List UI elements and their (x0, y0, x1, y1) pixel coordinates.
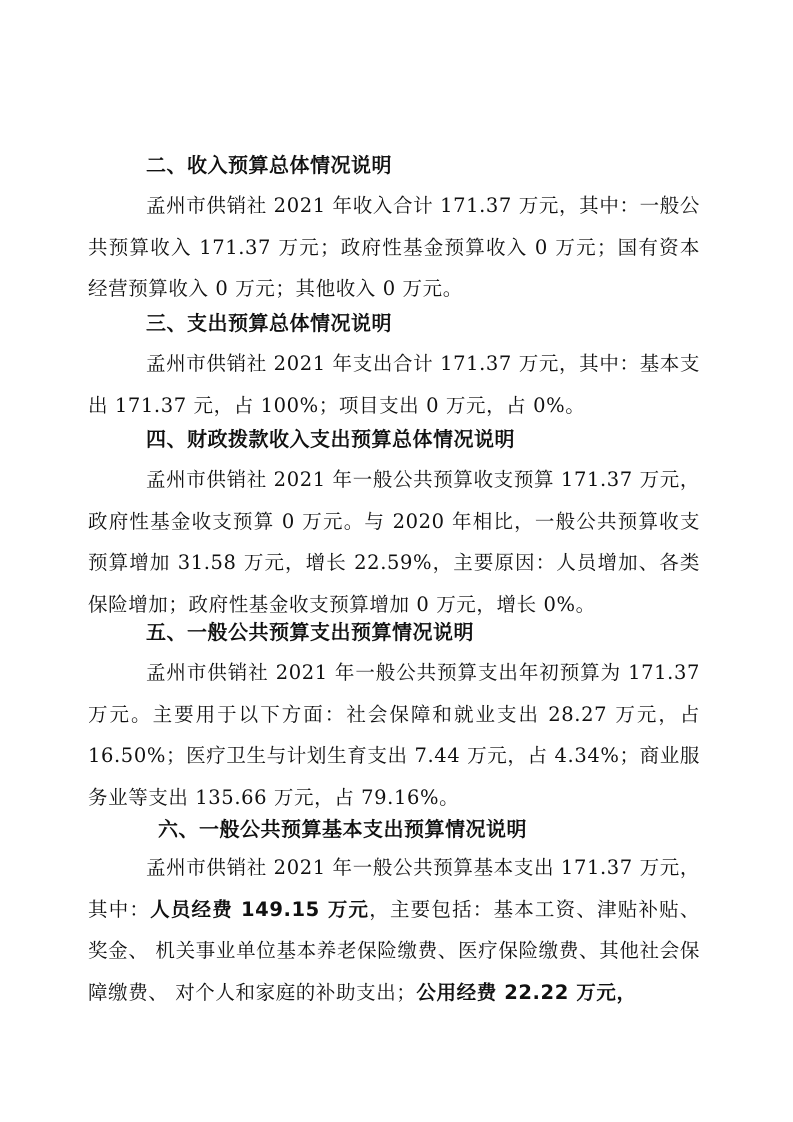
section-heading-expenditure: 三、支出预算总体情况说明 (146, 311, 392, 335)
basic-expenditure-intro: 孟州市供销社 2021 年一般公共预算基本支出 171.37 万元，其中： (88, 856, 700, 921)
section-body-expenditure: 孟州市供销社 2021 年支出合计 171.37 万元，其中：基本支出 171.37 元，占 100%；项目支出 0 万元，占 0%。 (88, 352, 700, 417)
public-expenses: 公用经费 22.22 万元， (416, 980, 637, 1004)
section-heading-basic-expenditure: 六、一般公共预算基本支出预算情况说明 (158, 817, 527, 841)
section-body-general-budget-expenditure: 孟州市供销社 2021 年一般公共预算支出年初预算为 171.37 万元。主要用于以下方面：社会保障和就业支出 28.27 万元，占 16.50%；医疗卫生与计划生育支出 7.44 万元，占 4.34%；商业服务业等支出 135.66 万元，占 79.16%。 (88, 661, 700, 809)
section-body-basic-expenditure (88, 847, 700, 1013)
section-heading-fiscal-allocation: 四、财政拨款收入支出预算总体情况说明 (146, 427, 515, 451)
section-body-income: 孟州市供销社 2021 年收入合计 171.37 万元，其中：一般公共预算收入 171.37 万元；政府性基金预算收入 0 万元；国有资本经营预算收入 0 万元；其他收入 0 万元。 (88, 194, 700, 300)
section-heading-income: 二、收入预算总体情况说明 (146, 153, 392, 177)
section-body-fiscal-allocation: 孟州市供销社 2021 年一般公共预算收支预算 171.37 万元，政府性基金收支预算 0 万元。与 2020 年相比，一般公共预算收支预算增加 31.58 万元，增长 22.59%，主要原因：人员增加、各类保险增加；政府性基金收支预算增加 0 万元，增长 0%。 (88, 468, 700, 616)
section-heading-general-budget-expenditure: 五、一般公共预算支出预算情况说明 (146, 620, 474, 644)
personnel-expenses-detail: ，主要包括：基本工资、津贴补贴、奖金、 机关事业单位基本养老保险缴费、医疗保险缴费、其他社会保障缴费、 对个人和家庭的补助支出； (88, 897, 700, 1004)
personnel-expenses: 人员经费 149.15 万元 (150, 897, 370, 921)
